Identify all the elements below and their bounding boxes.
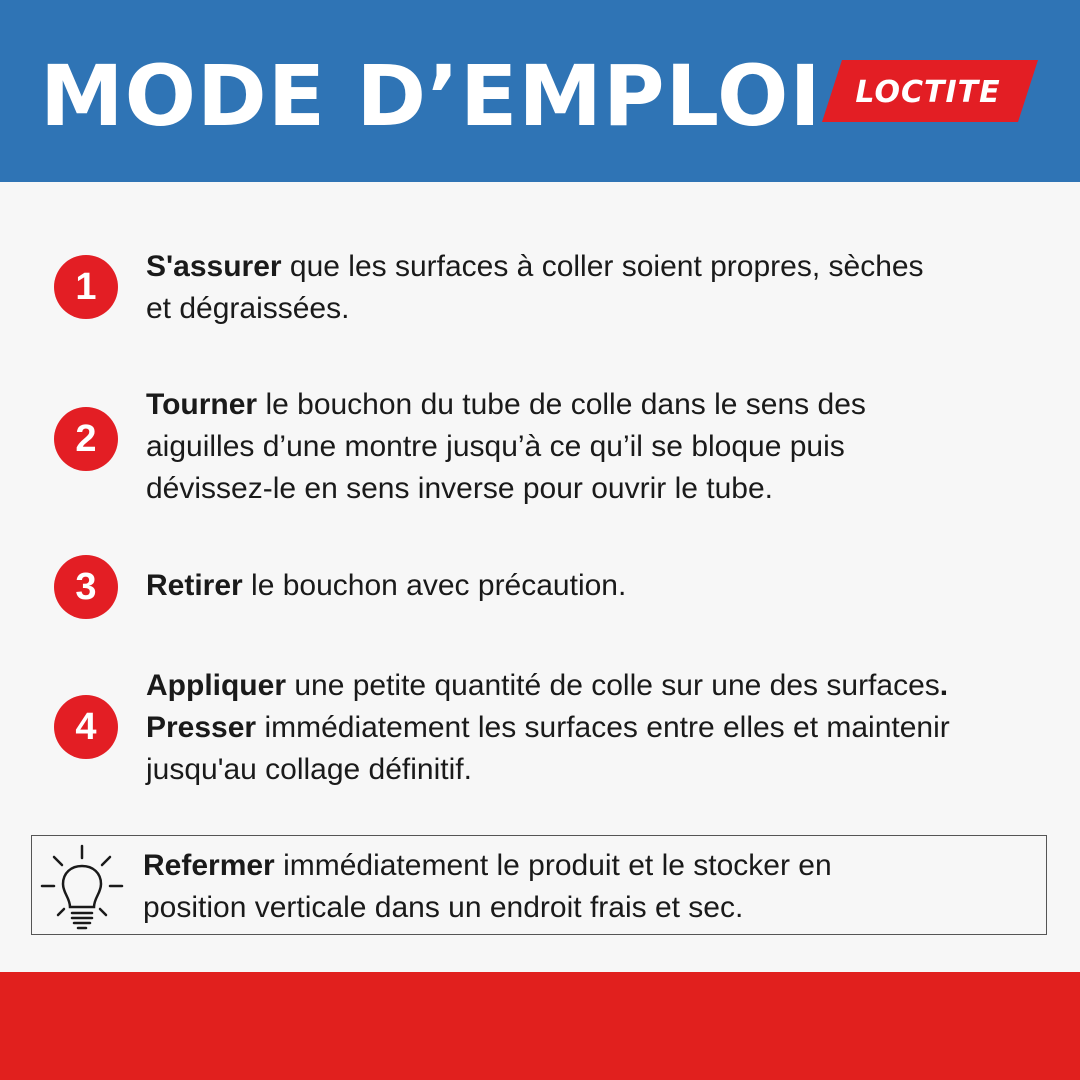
step-action: S'assurer	[146, 250, 282, 283]
tip-action: Refermer	[143, 849, 275, 882]
tip-box	[31, 835, 1047, 935]
lightbulb-icon	[38, 842, 126, 930]
page-title: MODE D’EMPLOI	[40, 47, 822, 145]
step-text	[146, 565, 1046, 607]
step-action: Presser	[146, 711, 257, 744]
step-line: Tourner le bouchon du tube de colle dans le sens des	[146, 388, 866, 421]
step-1	[54, 246, 1054, 336]
tip-line: position verticale dans un endroit frais et sec.	[143, 891, 744, 924]
tip-line: Refermer immédiatement le produit et le stocker en	[143, 849, 832, 882]
header-banner	[0, 0, 1080, 182]
step-line: Retirer le bouchon avec précaution.	[146, 569, 627, 602]
step-line: Appliquer une petite quantité de colle sur une des surfaces.	[146, 669, 949, 702]
step-number-badge: 4	[54, 695, 118, 759]
step-line: jusqu'au collage définitif.	[146, 753, 472, 786]
step-line: aiguilles d’une montre jusqu’à ce qu’il se bloque puis	[146, 430, 845, 463]
step-number-badge: 1	[54, 255, 118, 319]
step-line: S'assurer que les surfaces à coller soient propres, sèches	[146, 250, 924, 283]
step-number-badge: 3	[54, 555, 118, 619]
step-line: dévissez-le en sens inverse pour ouvrir le tube.	[146, 472, 773, 505]
step-number-badge: 2	[54, 407, 118, 471]
step-action: Retirer	[146, 569, 243, 602]
loctite-logo	[822, 60, 1038, 122]
step-action: Tourner	[146, 388, 258, 421]
step-action: Appliquer	[146, 669, 286, 702]
step-3	[54, 555, 1054, 619]
footer-band	[0, 972, 1080, 1080]
step-text	[146, 246, 1046, 330]
step-2	[54, 384, 1054, 514]
step-4	[54, 665, 1054, 795]
logo-text: LOCTITE	[855, 75, 1001, 110]
step-text	[146, 384, 1046, 510]
step-text	[146, 665, 1046, 791]
step-line: Presser immédiatement les surfaces entre elles et maintenir	[146, 711, 950, 744]
step-line: et dégraissées.	[146, 292, 350, 325]
tip-text	[143, 845, 1023, 929]
